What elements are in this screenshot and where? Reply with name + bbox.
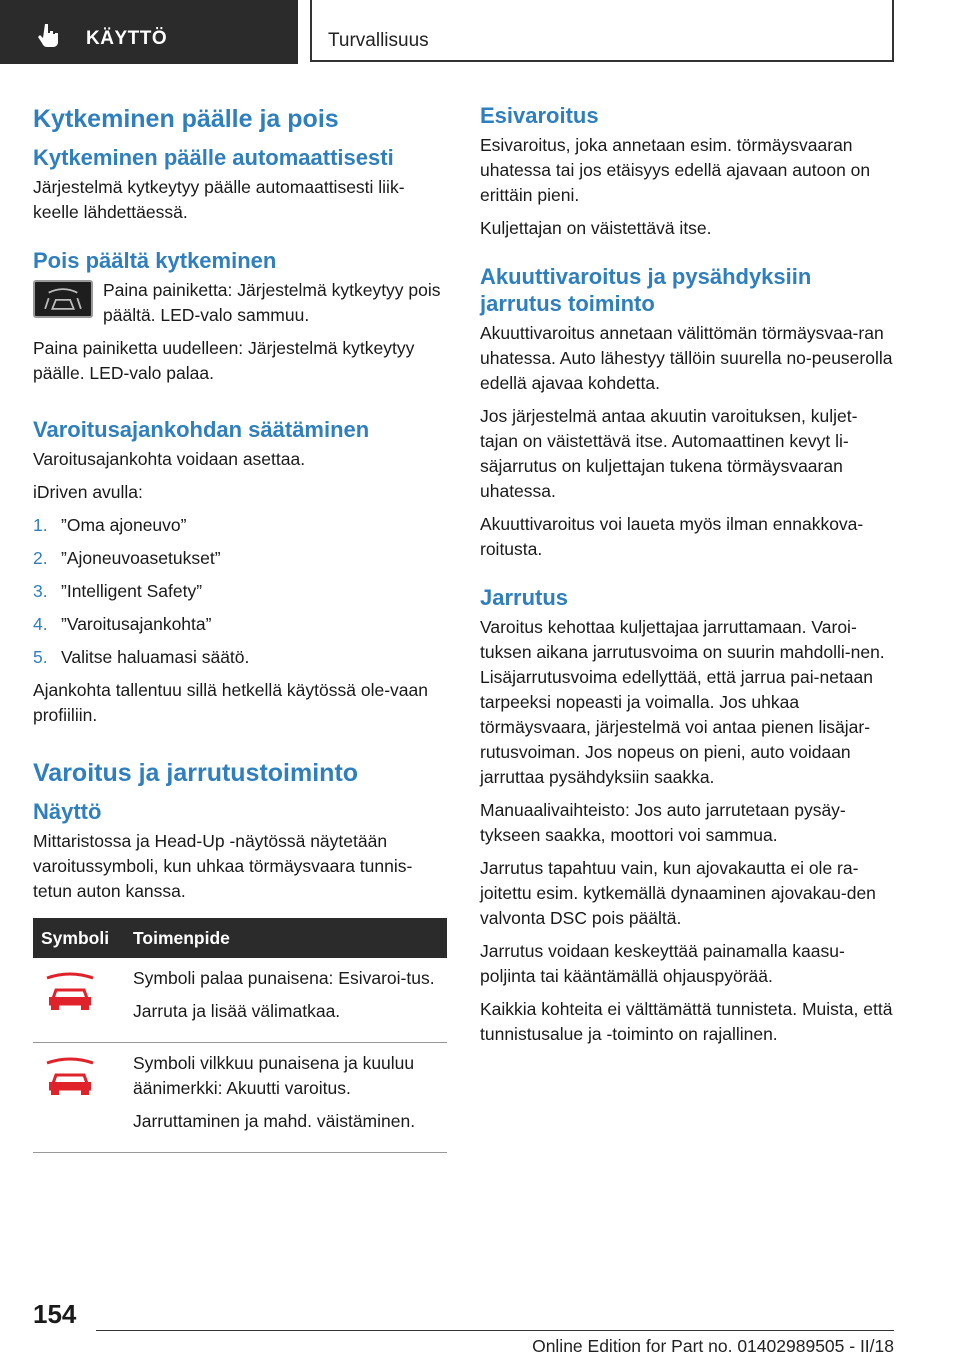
left-column [33,96,447,1153]
step-text: Valitse haluamasi säätö. [61,647,250,667]
step-text: ”Varoitusajankohta” [61,614,212,634]
heading-braking: Jarrutus [480,585,569,610]
hand-pointer-icon [36,22,62,48]
step-number: 3. [33,581,48,601]
table-cell-text: Jarruta ja lisää välimatkaa. [133,1001,341,1021]
paragraph: Manuaalivaihteisto: Jos auto jarrutetaan pysäy-tykseen saakka, moottori voi sammua. [480,800,846,845]
list-item [33,513,447,538]
paragraph: Kuljettajan on väistettävä itse. [480,218,712,238]
footer-divider [96,1330,894,1331]
heading-auto-on: Kytkeminen päälle automaattisesti [33,145,394,170]
paragraph: Jarrutus voidaan keskeyttää painamalla kaasu-poljinta tai kääntämällä ohjauspyörää. [480,941,845,986]
button-instruction [33,278,447,328]
heading-warning-time: Varoitusajankohdan säätäminen [33,417,370,442]
list-item [33,546,447,571]
heading-acute-warning: Akuuttivaroitus ja pysähdyksiin jarrutus toiminto [480,264,812,316]
table-cell-text: Symboli vilkkuu punaisena ja kuuluu äänimerkki: Akuutti varoitus. [133,1053,415,1098]
red-car-warning-icon [41,972,99,1012]
heading-pre-warning: Esivaroitus [480,103,599,128]
step-text: ”Ajoneuvoasetukset” [61,548,221,568]
paragraph: Akuuttivaroitus annetaan välittömän törmäysvaa-ran uhatessa. Auto lähestyy tällöin suurella no-peuserolla edellä ajavaa kohdetta. [480,323,893,393]
paragraph: Akuuttivaroitus voi laueta myös ilman ennakkova-roitusta. [480,514,864,559]
paragraph: Jos järjestelmä antaa akuutin varoituksen, kuljet-tajan on väistettävä itse. Automaattinen kevyt li-säjarrutus on kuljettajan tukena törmäysvaaran uhatessa. [480,406,858,501]
table-cell-text: Jarruttaminen ja mahd. väistäminen. [133,1111,416,1131]
paragraph: Järjestelmä kytkeytyy päälle automaattisesti liik-keelle lähdettäessä. [33,177,405,222]
list-item [33,612,447,637]
list-item [33,645,447,670]
paragraph: Kaikkia kohteita ei välttämättä tunnisteta. Muista, että tunnistusalue ja -toiminto on rajallinen. [480,999,893,1044]
heading-display: Näyttö [33,799,102,824]
step-number: 5. [33,647,48,667]
steps-list [33,513,447,670]
collision-warning-button-icon [33,280,93,318]
heading-warning-braking: Varoitus ja jarrutustoiminto [33,759,359,787]
chapter-header [310,0,894,62]
table-row [33,1043,447,1153]
list-item [33,579,447,604]
red-car-warning-icon [41,1057,99,1097]
step-number: 4. [33,614,48,634]
heading-switch-on-off: Kytkeminen päälle ja pois [33,105,339,133]
step-number: 2. [33,548,48,568]
right-column [480,96,894,1055]
paragraph: Esivaroitus, joka annetaan esim. törmäysvaaran uhatessa tai jos etäisyys edellä ajavaan autoon on erittäin pieni. [480,135,871,205]
section-tab [0,0,298,64]
table-header-symbol: Symboli [33,918,125,958]
chapter-title: Turvallisuus [328,30,429,51]
step-text: ”Intelligent Safety” [61,581,203,601]
paragraph: Ajankohta tallentuu sillä hetkellä käytössä ole-vaan profiiliin. [33,680,428,725]
paragraph: Varoitusajankohta voidaan asettaa. [33,449,306,469]
step-number: 1. [33,515,48,535]
step-text: ”Oma ajoneuvo” [61,515,187,535]
paragraph: iDriven avulla: [33,482,143,502]
paragraph: Paina painiketta: Järjestelmä kytkeytyy pois päältä. LED-valo sammuu. [103,280,441,325]
table-header-action: Toimenpide [125,918,447,958]
symbol-table [33,918,447,1153]
table-row [33,958,447,1043]
paragraph: Paina painiketta uudelleen: Järjestelmä kytkeytyy päälle. LED-valo palaa. [33,338,415,383]
paragraph: Varoitus kehottaa kuljettajaa jarruttamaan. Varoi-tuksen aikana jarrutusvoima on suurin mahdolli-nen. Lisäjarrutusvoima edellyttää, että jarrua pai-netaan tarpeeksi nopeasti ja voimalla. Jos uhkaa törmäysvaara, järjestelmä voi antaa pienen lisäjar-rutusvoiman. Jos nopeus on pieni, auto voidaan jarruttaa pysähdyksiin saakka. [480,617,885,787]
page-number: 154 [33,1299,77,1329]
paragraph: Jarrutus tapahtuu vain, kun ajovakautta ei ole ra-joitettu esim. kytkemällä dynaaminen ajovakau-den valvonta DSC pois päältä. [480,858,876,928]
edition-note: Online Edition for Part no. 01402989505 - II/18 [532,1336,894,1356]
paragraph: Mittaristossa ja Head-Up -näytössä näytetään varoitussymboli, kun uhkaa törmäysvaara tunnis-tetun auton kanssa. [33,831,413,901]
heading-off: Pois päältä kytkeminen [33,248,277,273]
section-title: KÄYTTÖ [86,28,168,49]
table-cell-text: Symboli palaa punaisena: Esivaroi-tus. [133,968,435,988]
